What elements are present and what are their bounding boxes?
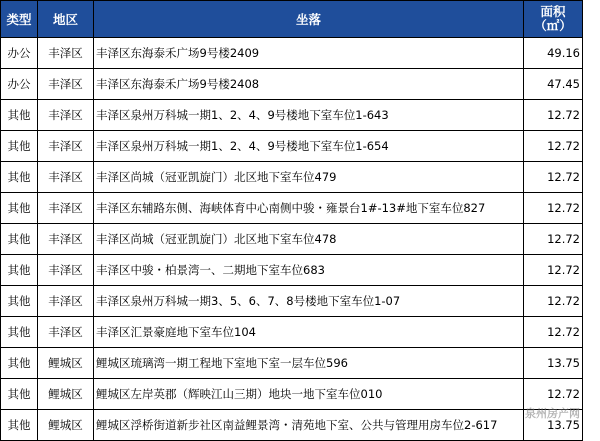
header-area-unit: （㎡） xyxy=(534,18,572,33)
cell-type: 其他 xyxy=(1,131,38,162)
cell-type: 办公 xyxy=(1,38,38,69)
table-row xyxy=(1,193,583,224)
cell-district: 丰泽区 xyxy=(38,38,94,69)
cell-type: 办公 xyxy=(1,69,38,100)
cell-location: 丰泽区东海泰禾广场9号楼2409 xyxy=(94,38,524,69)
cell-district: 丰泽区 xyxy=(38,162,94,193)
cell-district: 丰泽区 xyxy=(38,131,94,162)
table-row xyxy=(1,379,583,410)
cell-area: 12.72 xyxy=(524,162,583,193)
header-district: 地区 xyxy=(38,1,94,38)
cell-area: 13.75 xyxy=(524,348,583,379)
table-row xyxy=(1,410,583,441)
cell-district: 丰泽区 xyxy=(38,317,94,348)
table-row xyxy=(1,38,583,69)
table-row xyxy=(1,100,583,131)
cell-area: 12.72 xyxy=(524,131,583,162)
cell-type: 其他 xyxy=(1,286,38,317)
cell-district: 丰泽区 xyxy=(38,286,94,317)
header-type: 类型 xyxy=(1,1,38,38)
cell-area: 12.72 xyxy=(524,317,583,348)
table-row xyxy=(1,348,583,379)
cell-type: 其他 xyxy=(1,224,38,255)
cell-location: 鲤城区琉璃湾一期工程地下室地下室一层车位596 xyxy=(94,348,524,379)
cell-type: 其他 xyxy=(1,162,38,193)
cell-location: 丰泽区东辅路东侧、海峡体育中心南侧中骏・雍景台1#-13#地下室车位827 xyxy=(94,193,524,224)
cell-area: 12.72 xyxy=(524,193,583,224)
header-area xyxy=(524,1,583,38)
table-row xyxy=(1,255,583,286)
table-row xyxy=(1,69,583,100)
cell-type: 其他 xyxy=(1,379,38,410)
cell-type: 其他 xyxy=(1,255,38,286)
cell-location: 丰泽区泉州万科城一期1、2、4、9号楼地下室车位1-654 xyxy=(94,131,524,162)
table-row xyxy=(1,317,583,348)
cell-type: 其他 xyxy=(1,100,38,131)
cell-type: 其他 xyxy=(1,410,38,441)
cell-type: 其他 xyxy=(1,193,38,224)
cell-district: 鲤城区 xyxy=(38,348,94,379)
cell-district: 丰泽区 xyxy=(38,193,94,224)
cell-location: 丰泽区泉州万科城一期1、2、4、9号楼地下室车位1-643 xyxy=(94,100,524,131)
cell-type: 其他 xyxy=(1,348,38,379)
table-row xyxy=(1,131,583,162)
cell-area: 12.72 xyxy=(524,255,583,286)
header-area-label: 面积 xyxy=(540,4,566,19)
cell-location: 丰泽区中骏・柏景湾一、二期地下室车位683 xyxy=(94,255,524,286)
header-location: 坐落 xyxy=(94,1,524,38)
table-row xyxy=(1,162,583,193)
cell-district: 丰泽区 xyxy=(38,69,94,100)
cell-district: 鲤城区 xyxy=(38,379,94,410)
cell-location: 丰泽区尚城（冠亚凯旋门）北区地下室车位479 xyxy=(94,162,524,193)
header-row xyxy=(1,1,583,38)
cell-location: 丰泽区泉州万科城一期3、5、6、7、8号楼地下室车位1-07 xyxy=(94,286,524,317)
cell-location: 丰泽区东海泰禾广场9号楼2408 xyxy=(94,69,524,100)
cell-district: 丰泽区 xyxy=(38,224,94,255)
cell-district: 鲤城区 xyxy=(38,410,94,441)
cell-area: 12.72 xyxy=(524,100,583,131)
table-row xyxy=(1,286,583,317)
cell-area: 49.16 xyxy=(524,38,583,69)
cell-location: 鲤城区左岸英郡（辉映江山三期）地块一地下室车位010 xyxy=(94,379,524,410)
cell-district: 丰泽区 xyxy=(38,100,94,131)
watermark: 泉州房产网 xyxy=(525,407,580,420)
cell-area: 12.72 xyxy=(524,286,583,317)
cell-location: 鲤城区浮桥街道新步社区南益鲤景湾・清苑地下室、公共与管理用房车位2-617 xyxy=(94,410,524,441)
cell-location: 丰泽区汇景豪庭地下室车位104 xyxy=(94,317,524,348)
cell-location: 丰泽区尚城（冠亚凯旋门）北区地下室车位478 xyxy=(94,224,524,255)
cell-district: 丰泽区 xyxy=(38,255,94,286)
cell-area: 13.75 xyxy=(524,410,583,441)
cell-area: 12.72 xyxy=(524,224,583,255)
cell-area: 47.45 xyxy=(524,69,583,100)
cell-area: 12.72 xyxy=(524,379,583,410)
table-row xyxy=(1,224,583,255)
cell-type: 其他 xyxy=(1,317,38,348)
